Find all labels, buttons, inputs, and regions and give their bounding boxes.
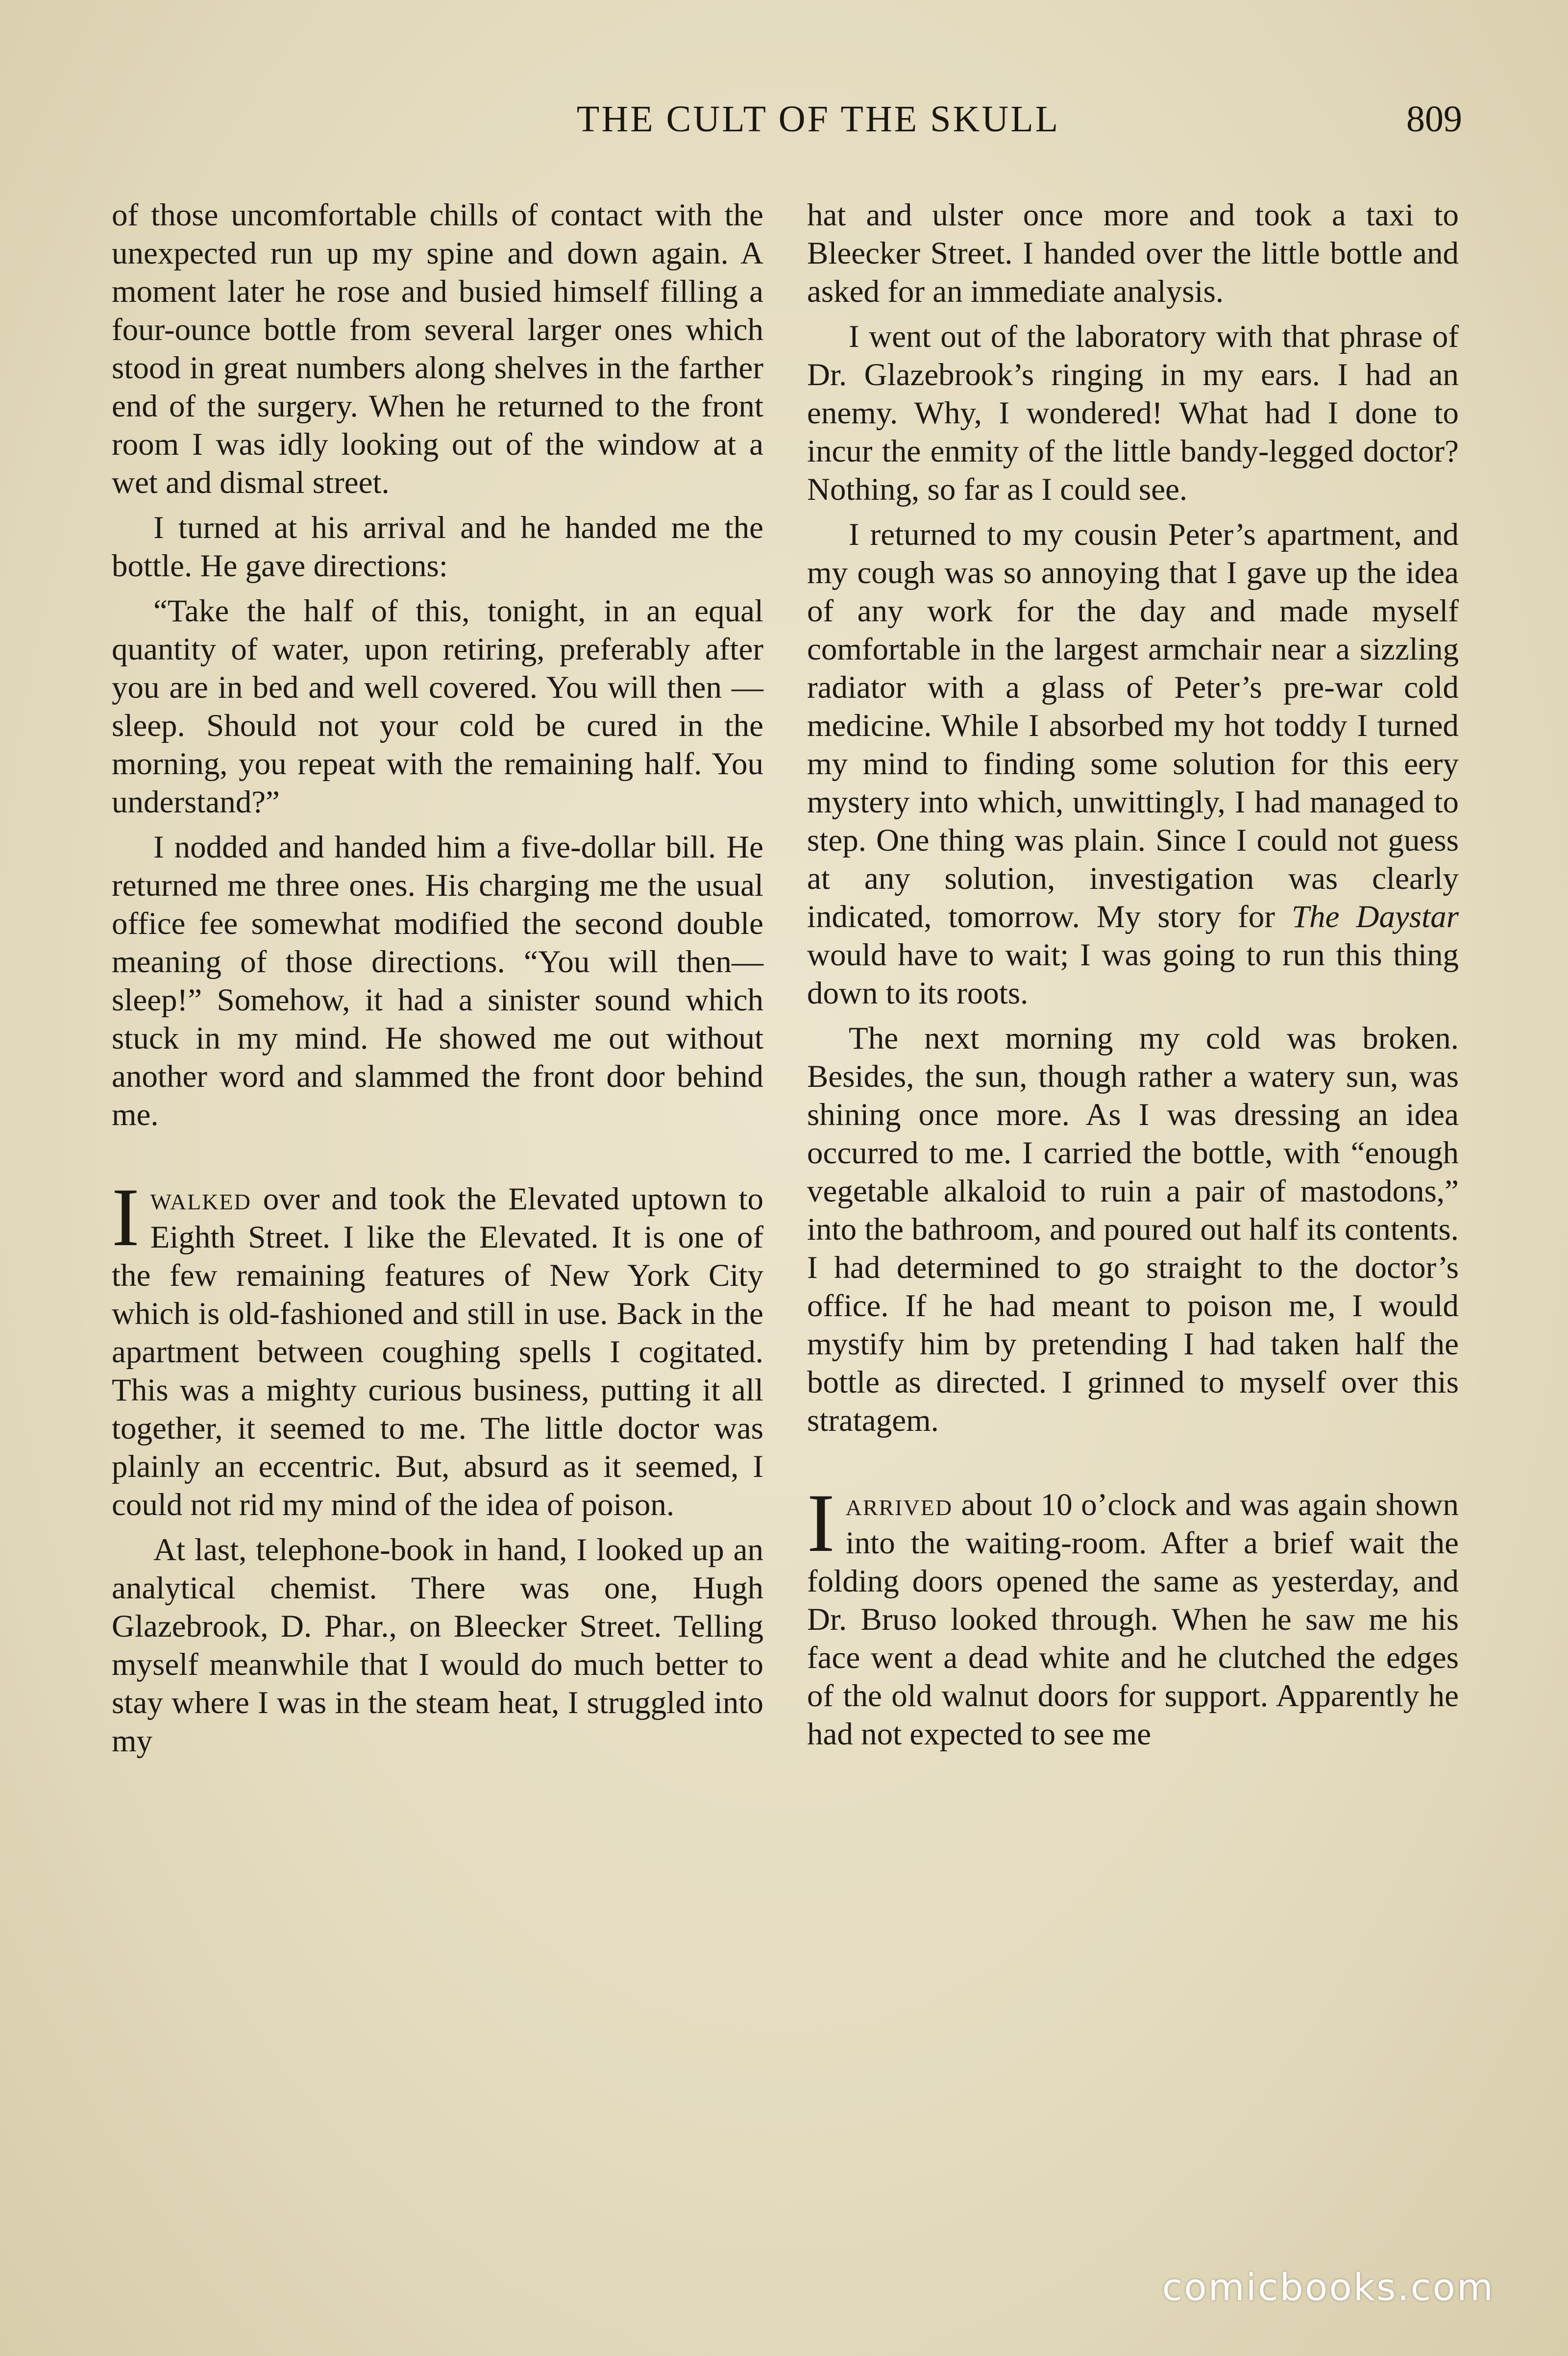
paragraph-section-start [807, 1477, 1459, 1753]
section-break [807, 1447, 1459, 1486]
paragraph-text: I returned to my cousin Peter’s apartment, and my cough was so annoying that I gave up the idea of any work for the day and made myself comfortable in the largest armchair near a sizzling radiator with a glass of Peter’s pre-war cold medicine. While I absorbed my hot toddy I turned my mind to finding some solution for this eery mystery into which, unwittingly, I had managed to step. One thing was plain. Since I could not guess at any solution, investigation was clearly indicated, tomorrow. My story for [807, 517, 1459, 934]
paragraph: I nodded and handed him a five-dollar bill. He returned me three ones. His charging me the usual office fee somewhat modified the second double meaning of those directions. “You will then—sleep!” Somehow, it had a sinister sound which stuck in my mind. He showed me out without another word and slammed the front door behind me. [112, 830, 763, 1132]
paragraph: I went out of the laboratory with that phrase of Dr. Glazebrook’s ringing in my ears. I had an enemy. Why, I wondered! What had I done to incur the enmity of the little bandy-legged doctor? Nothing, so far as I could see. [807, 319, 1459, 507]
paragraph: “Take the half of this, tonight, in an equal quantity of water, upon retiring, preferably after you are in bed and well covered. You will then —sleep. Should not your cold be cured in the morning, you repeat with the remaining half. You understand?” [112, 593, 763, 820]
right-column [807, 196, 1459, 1760]
drop-cap: I [807, 1477, 835, 1569]
paragraph-text: about 10 o’clock and was again shown into the waiting-room. After a brief wait the folding doors opened the same as yesterday, and Dr. Bruso looked through. When he saw me his face went a dead white and he clutched the edges of the old walnut doors for support. Apparently he had not expected to see me [807, 1487, 1459, 1752]
paragraph-section-start [112, 1171, 763, 1524]
running-head-title: THE CULT OF THE SKULL [576, 98, 1060, 140]
paragraph-text: would have to wait; I was going to run this thing down to its roots. [807, 937, 1459, 1011]
paragraph-text: over and took the Elevated uptown to Eighth Street. I like the Elevated. It is one of the few remaining features of New York City which is old-fashioned and still in use. Back in the apartment between coughing spells I cogitated. This was a mighty curious business, putting it all together, it seemed to me. The little doctor was plainly an eccentric. But, absurd as it seemed, I could not rid my mind of the idea of poison. [112, 1181, 763, 1522]
site-watermark: comicbooks.com [1162, 2265, 1494, 2309]
section-break [112, 1141, 763, 1180]
paragraph [807, 515, 1459, 1012]
small-caps-lead: arrived [845, 1487, 953, 1522]
italic-title: The Daystar [1292, 899, 1459, 934]
paragraph: At last, telephone-book in hand, I looked up an analytical chemist. There was one, Hugh Glazebrook, D. Phar., on Bleecker Street. Telling myself meanwhile that I would do much better to stay where I was in the steam heat, I struggled into my [112, 1532, 763, 1759]
left-column [112, 196, 763, 1767]
small-caps-lead: walked [150, 1181, 251, 1217]
paragraph: hat and ulster once more and took a taxi to Bleecker Street. I handed over the little bottle and asked for an immediate analysis. [807, 197, 1459, 309]
page-number: 809 [1406, 98, 1462, 140]
drop-cap: I [112, 1171, 140, 1263]
paragraph: The next morning my cold was broken. Besides, the sun, though rather a watery sun, was shining once more. As I was dressing an idea occurred to me. I carried the bottle, with “enough vegetable alkaloid to ruin a pair of mastodons,” into the bathroom, and poured out half its contents. I had determined to go straight to the doctor’s office. If he had meant to poison me, I would mystify him by pretending I had taken half the bottle as directed. I grinned to myself over this stratagem. [807, 1021, 1459, 1438]
paragraph: of those uncomfortable chills of contact with the unexpected run up my spine and down again. A moment later he rose and busied himself filling a four-ounce bottle from several larger ones which stood in great numbers along shelves in the farther end of the surgery. When he returned to the front room I was idly looking out of the window at a wet and dismal street. [112, 197, 763, 500]
paragraph: I turned at his arrival and he handed me the bottle. He gave directions: [112, 510, 763, 584]
